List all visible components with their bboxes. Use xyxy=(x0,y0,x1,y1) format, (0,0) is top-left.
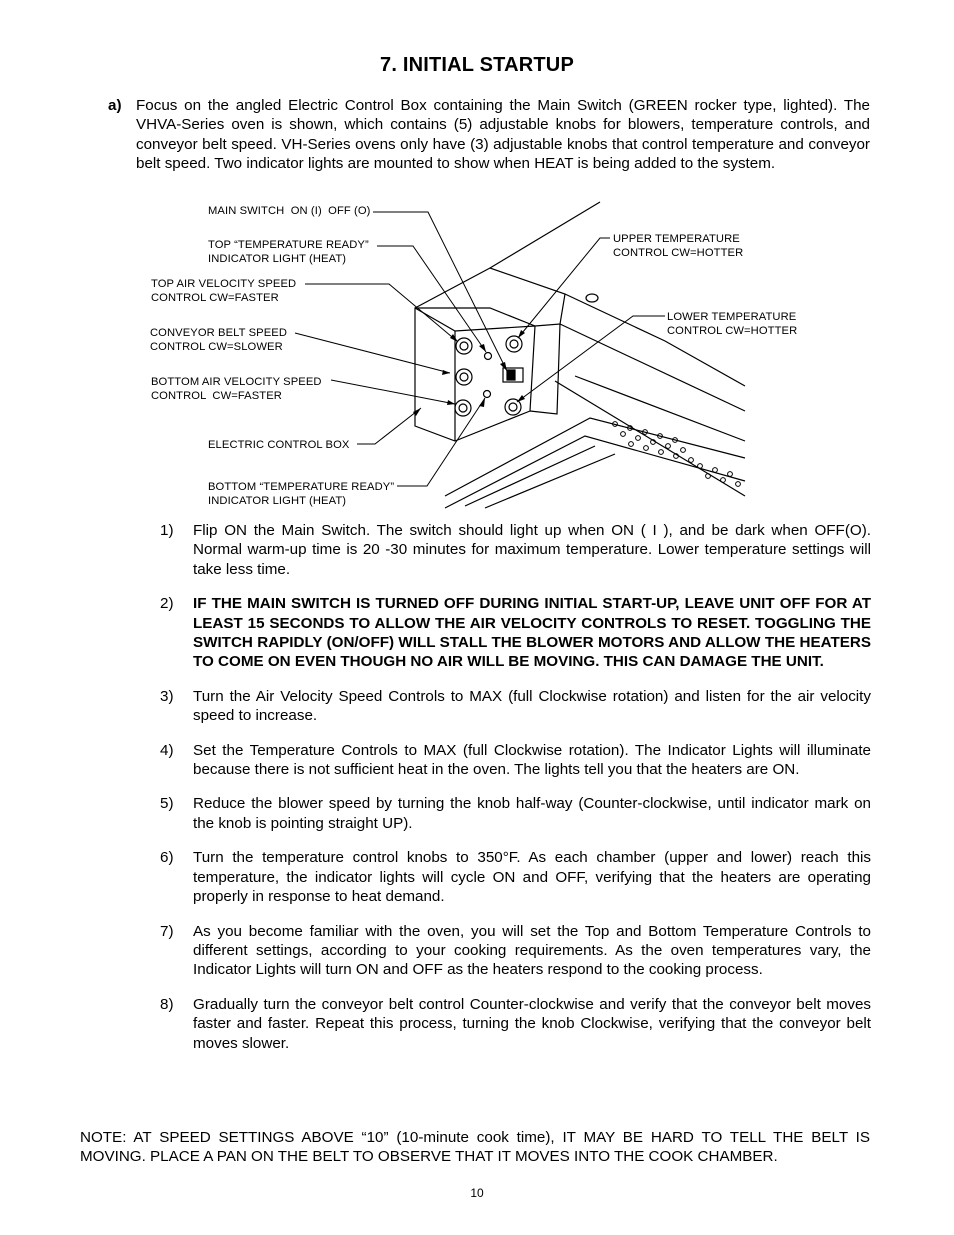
intro-text: Focus on the angled Electric Control Box containing the Main Switch (GREEN rocker type, lighted). The VHVA-Series oven is shown, which contains (5) adjustable knobs for blowers, temperature controls, and conveyor belt speed. VH-Series ovens only have (3) adjustable knobs that control temperature and conveyor belt speed. Two indicator lights are mounted to show when HEAT is being added to the system. xyxy=(136,97,870,173)
step-text: Flip ON the Main Switch. The switch should light up when ON ( I ), and be dark when OFF(O). Normal warm-up time is 20 -30 minutes for maximum temperature. Lower temperature settings will take less time. xyxy=(193,522,871,578)
list-item xyxy=(160,922,871,980)
step-number: 8) xyxy=(160,995,174,1013)
step-number: 6) xyxy=(160,849,174,867)
step-number: 5) xyxy=(160,795,174,813)
step-warning-text: IF THE MAIN SWITCH IS TURNED OFF DURING INITIAL START-UP, LEAVE UNIT OFF FOR AT LEAST 15 SECONDS TO ALLOW THE AIR VELOCITY CONTROLS TO RESET. TOGGLING THE SWITCH RAPIDLY (ON/OFF) WILL STALL THE BLOWER MOTORS AND ALLOW THE HEATERS TO COME ON EVEN THOUGH NO AIR WILL BE MOVING. THIS CAN DAMAGE THE UNIT. xyxy=(193,595,871,671)
intro-paragraph xyxy=(108,96,870,174)
speed-note: NOTE: AT SPEED SETTINGS ABOVE “10” (10-minute cook time), IT MAY BE HARD TO TELL THE BELT IS MOVING. PLACE A PAN ON THE BELT TO OBSERVE THAT IT MOVES INTO THE COOK CHAMBER. xyxy=(80,1129,870,1166)
callout-main-switch: MAIN SWITCH ON (I) OFF (O) xyxy=(208,205,371,217)
step-text: As you become familiar with the oven, you will set the Top and Bottom Temperature Controls to different settings, according to your cooking requirements. As the oven temperatures vary, the Indicator Lights will turn ON and OFF as the heaters respond to the cooking process. xyxy=(193,922,871,979)
section-title: 7. INITIAL STARTUP xyxy=(380,54,574,76)
step-text: Turn the temperature control knobs to 350°F. As each chamber (upper and lower) reach this temperature, the indicator lights will cycle ON and OFF, verifying that the heaters are operating properly in response to heat demand. xyxy=(193,849,871,906)
list-item xyxy=(160,594,871,672)
step-number: 4) xyxy=(160,741,174,759)
callout-electric-control-box: ELECTRIC CONTROL BOX xyxy=(208,439,350,451)
list-item xyxy=(160,848,871,906)
step-number: 1) xyxy=(160,522,174,539)
list-item xyxy=(160,741,871,780)
step-number: 3) xyxy=(160,687,174,705)
callout-upper-temperature: UPPER TEMPERATURE CONTROL CW=HOTTER xyxy=(613,233,744,259)
callout-conveyor-belt-speed: CONVEYOR BELT SPEED CONTROL CW=SLOWER xyxy=(150,327,288,353)
step-text: Reduce the blower speed by turning the knob half-way (Counter-clockwise, until indicator mark on the knob is pointing straight UP). xyxy=(193,795,871,832)
step-text: Set the Temperature Controls to MAX (full Clockwise rotation). The Indicator Lights will illuminate because there is not sufficient heat in the oven. The lights tell you that the heaters are ON. xyxy=(193,741,871,779)
list-item xyxy=(160,995,871,1053)
list-item xyxy=(160,521,871,579)
step-text: Gradually turn the conveyor belt control Counter-clockwise and verify that the conveyor belt moves faster and faster. Repeat this process, turning the knob Clockwise, verifying that the conveyor belt moves slower. xyxy=(193,995,871,1052)
callout-top-temperature-ready: TOP “TEMPERATURE READY” INDICATOR LIGHT (HEAT) xyxy=(208,239,369,265)
step-number: 2) xyxy=(160,595,174,613)
intro-tag: a) xyxy=(108,97,122,114)
list-item xyxy=(160,794,871,833)
list-item xyxy=(160,687,871,726)
control-box-illustration xyxy=(145,196,798,516)
step-text: Turn the Air Velocity Speed Controls to MAX (full Clockwise rotation) and listen for the air velocity speed to increase. xyxy=(193,687,871,725)
callout-bottom-air-velocity: BOTTOM AIR VELOCITY SPEED CONTROL CW=FASTER xyxy=(151,376,322,402)
callout-top-air-velocity: TOP AIR VELOCITY SPEED CONTROL CW=FASTER xyxy=(151,278,297,304)
callout-lower-temperature: LOWER TEMPERATURE CONTROL CW=HOTTER xyxy=(667,311,798,337)
page-number: 10 xyxy=(470,1186,484,1200)
step-number: 7) xyxy=(160,922,174,940)
startup-steps-list xyxy=(160,521,871,1068)
callout-bottom-temperature-ready: BOTTOM “TEMPERATURE READY” INDICATOR LIGHT (HEAT) xyxy=(208,481,395,507)
